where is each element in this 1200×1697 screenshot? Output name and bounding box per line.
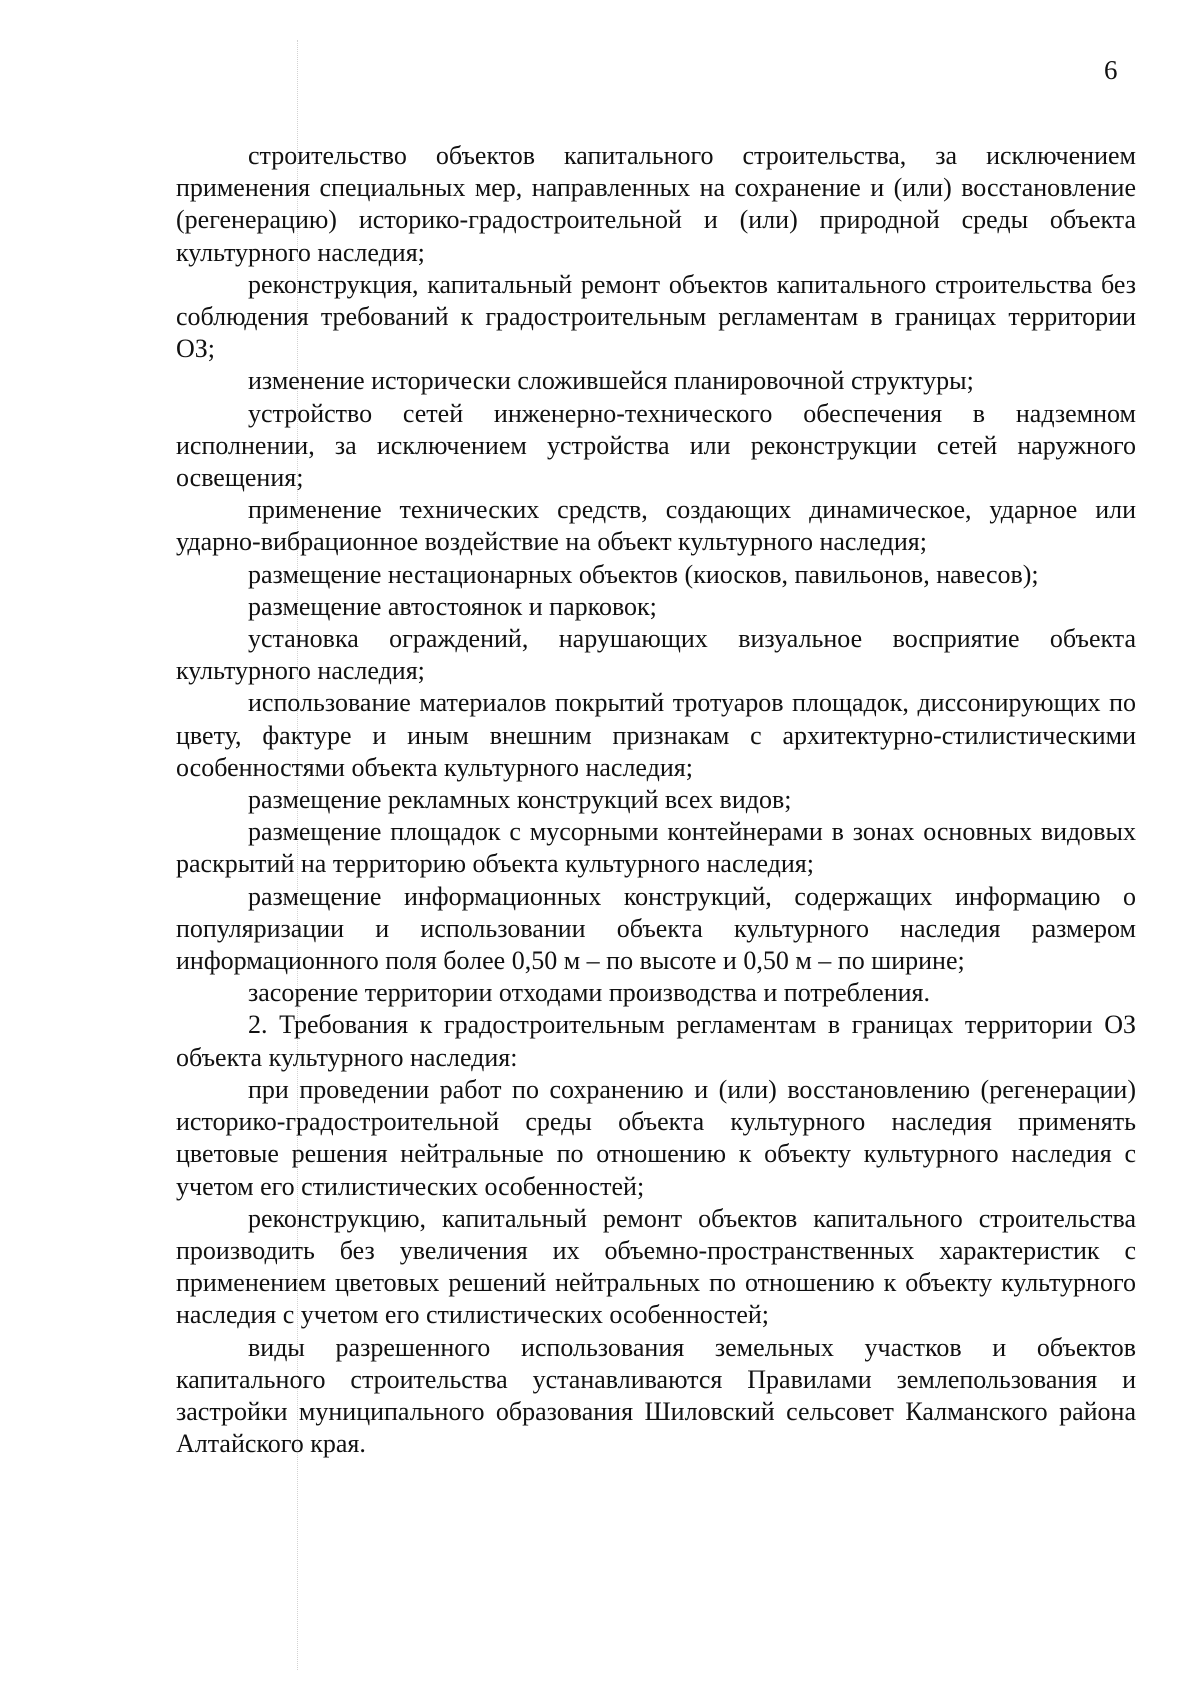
paragraph: при проведении работ по сохранению и (или) восстановлению (регенерации) историко-градостроительной среды объекта культурного наследия применять цветовые решения нейтральные по отношению к объекту культурного наследия с учетом его стилистических особенностей; (176, 1074, 1136, 1201)
paragraph: виды разрешенного использования земельных участков и объектов капитального строительства устанавливаются Правилами землепользования и застройки муниципального образования Шиловский сельсовет Калманского района Алтайского края. (176, 1332, 1136, 1459)
paragraph: использование материалов покрытий тротуаров площадок, диссонирующих по цвету, фактуре и иным внешним признакам с архитектурно-стилистическими особенностями объекта культурного наследия; (176, 688, 1136, 782)
paragraph: размещение площадок с мусорными контейнерами в зонах основных видовых раскрытий на территорию объекта культурного наследия; (176, 817, 1136, 879)
paragraph: строительство объектов капитального строительства, за исключением применения специальных мер, направленных на сохранение и (или) восстановление (регенерацию) историко-градостроительной и (или) природной среды объекта культурного наследия; (176, 141, 1136, 267)
paragraph: устройство сетей инженерно-технического обеспечения в надземном исполнении, за исключением устройства или реконструкции сетей наружного освещения; (176, 398, 1136, 493)
paragraph: размещение нестационарных объектов (киосков, павильонов, навесов); (248, 559, 1039, 589)
paragraph: засорение территории отходами производства и потребления. (248, 978, 930, 1008)
paragraph: размещение рекламных конструкций всех видов; (248, 785, 792, 815)
paragraph: изменение исторически сложившейся планировочной структуры; (248, 366, 974, 396)
paragraph: установка ограждений, нарушающих визуальное восприятие объекта культурного наследия; (176, 624, 1136, 686)
paragraph: реконструкция, капитальный ремонт объектов капитального строительства без соблюдения требований к градостроительным регламентам в границах территории ОЗ; (176, 269, 1136, 364)
page-number: 6 (1104, 55, 1118, 85)
paragraph: применение технических средств, создающих динамическое, ударное или ударно-вибрационное воздействие на объект культурного наследия; (176, 495, 1136, 557)
section-heading-paragraph: 2. Требования к градостроительным регламентам в границах территории ОЗ объекта культурного наследия: (176, 1010, 1136, 1072)
paragraph: реконструкцию, капитальный ремонт объектов капитального строительства производить без увеличения их объемно-пространственных характеристик с применением цветовых решений нейтральных по отношению к объекту культурного наследия с учетом его стилистических особенностей; (176, 1203, 1136, 1330)
paragraph: размещение информационных конструкций, содержащих информацию о популяризации и использовании объекта культурного наследия размером информационного поля более 0,50 м – по высоте и 0,50 м – по ширине; (176, 881, 1136, 976)
document-body (176, 140, 1136, 1460)
paragraph: размещение автостоянок и парковок; (248, 591, 657, 621)
